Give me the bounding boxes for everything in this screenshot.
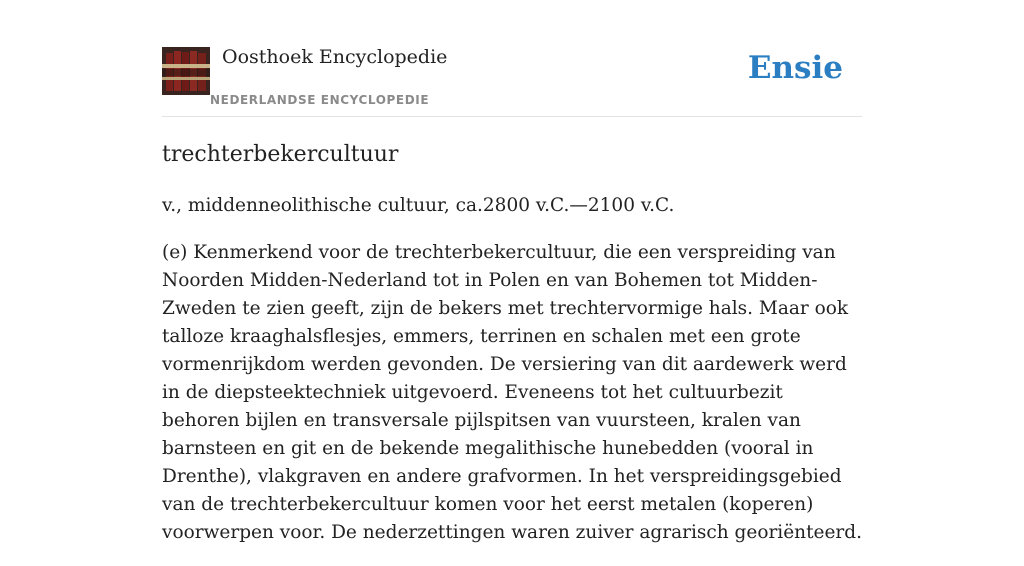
entry-body: (e) Kenmerkend voor de trechterbekercultuur, die een verspreiding van Noorden Midden-Nederland tot in Polen en van Bohemen tot Midden-Zweden te zien geeft, zijn de bekers met trechtervormige hals. Maar ook talloze kraaghalsflesjes, emmers, terrinen en schalen met een grote vormenrijkdom werden gevonden. De versiering van dit aardewerk werd in de diepsteektechniek uitgevoerd. Eveneens tot het cultuurbezit behoren bijlen en transversale pijlspitsen van vuursteen, kralen van barnsteen en git en de bekende megalithische hunebedden (vooral in Drenthe), vlakgraven en andere grafvormen. In het verspreidingsgebied van de trechterbekercultuur komen voor het eerst metalen (koperen) voorwerpen voor. De nederzettingen waren zuiver agrarisch georiënteerd. (162, 242, 862, 543)
site-title[interactable]: Oosthoek Encyclopedie (222, 46, 448, 68)
entry-definition: v., middenneolithische cultuur, ca.2800 v.C.—2100 v.C. (162, 195, 675, 216)
site-header (162, 40, 862, 117)
site-subtitle: NEDERLANDSE ENCYCLOPEDIE (210, 93, 430, 107)
encyclopedia-books-icon[interactable] (162, 47, 210, 95)
entry-title: trechterbekercultuur (162, 142, 399, 167)
entry-content (162, 192, 862, 566)
ensie-logo-link[interactable]: Ensie (747, 50, 843, 86)
